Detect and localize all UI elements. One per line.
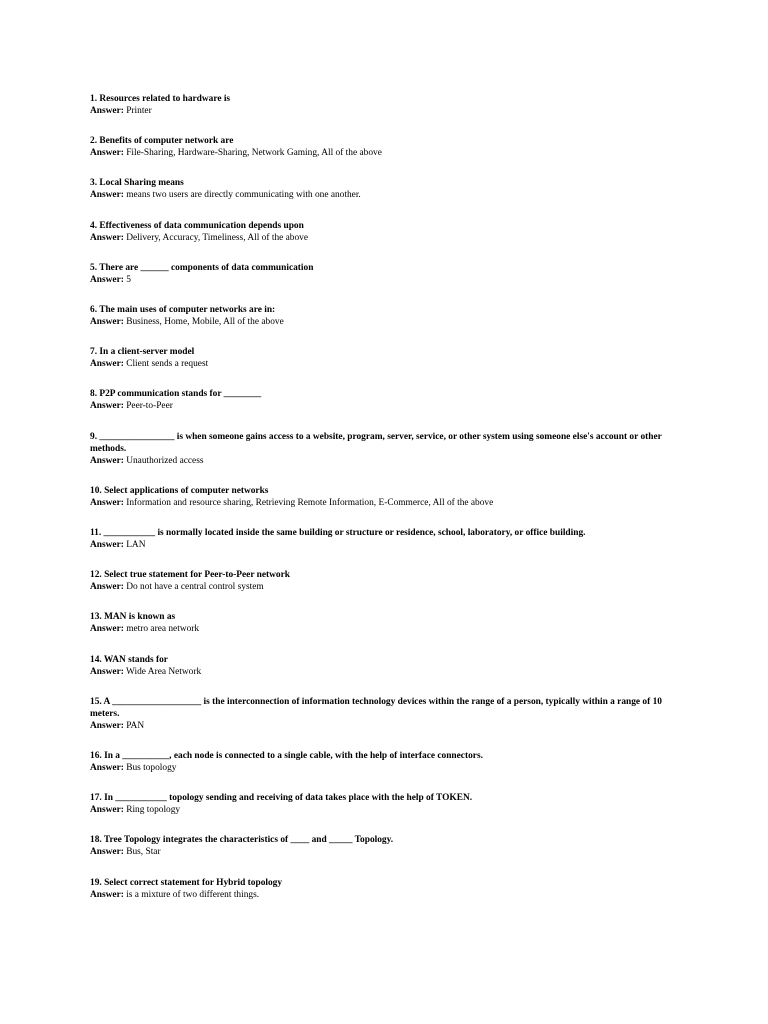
qa-item-6 (90, 304, 680, 328)
answer-line (90, 581, 680, 593)
answer-line (90, 358, 680, 370)
qa-item-12 (90, 569, 680, 593)
question-text: 1. Resources related to hardware is (90, 94, 231, 104)
answer-text: Printer (126, 106, 152, 117)
answer-label: Answer: (90, 359, 124, 370)
question-text: 13. MAN is known as (90, 612, 176, 623)
question-text: 6. The main uses of computer networks are in: (90, 304, 276, 315)
answer-label: Answer: (90, 763, 124, 774)
answer-label: Answer: (90, 317, 124, 328)
answer-label: Answer: (90, 232, 124, 243)
answer-line (90, 889, 680, 901)
question-text: 19. Select correct statement for Hybrid topology (90, 877, 283, 888)
answer-label: Answer: (90, 540, 124, 551)
answer-line (90, 497, 680, 509)
question-text: 12. Select true statement for Peer-to-Peer network (90, 570, 290, 581)
answer-line (90, 316, 680, 328)
answer-line (90, 666, 680, 678)
answer-text: Peer-to-Peer (126, 401, 173, 412)
question-text: 9. ________________ is when someone gains access to a website, program, server, service, or other system using someone else's account or other methods. (90, 431, 662, 454)
qa-item-11 (90, 527, 680, 551)
answer-text: Do not have a central control system (126, 582, 264, 593)
qa-item-8 (90, 388, 680, 412)
qa-item-7 (90, 346, 680, 370)
qa-item-15 (90, 696, 680, 732)
answer-text: Ring topology (126, 805, 181, 816)
answer-label: Answer: (90, 847, 124, 858)
qa-item-16 (90, 750, 680, 774)
answer-label: Answer: (90, 455, 124, 466)
question-text: 10. Select applications of computer networks (90, 485, 269, 496)
qa-list (90, 93, 680, 919)
question-text: 3. Local Sharing means (90, 178, 184, 189)
qa-item-2 (90, 135, 680, 159)
question-text: 18. Tree Topology integrates the characteristics of ____ and _____ Topology. (90, 835, 394, 846)
answer-line (90, 846, 680, 858)
answer-text: PAN (126, 720, 145, 731)
answer-text: 5 (126, 274, 131, 285)
answer-line (90, 232, 680, 244)
answer-label: Answer: (90, 190, 124, 201)
answer-text: Unauthorized access (126, 455, 204, 466)
answer-line (90, 539, 680, 551)
answer-label: Answer: (90, 274, 124, 285)
answer-text: File-Sharing, Hardware-Sharing, Network Gaming, All of the above (126, 148, 382, 159)
qa-item-4 (90, 220, 680, 244)
answer-line (90, 623, 680, 635)
answer-label: Answer: (90, 106, 124, 117)
question-text: 11. ___________ is normally located inside the same building or structure or residence, school, laboratory, or office building. (90, 527, 586, 538)
question-text: 5. There are ______ components of data communication (90, 262, 314, 273)
question-text: 2. Benefits of computer network are (90, 136, 234, 147)
qa-item-9 (90, 431, 680, 467)
answer-text: Information and resource sharing, Retrieving Remote Information, E-Commerce, All of the above (126, 497, 494, 508)
answer-text: Wide Area Network (126, 666, 202, 677)
qa-item-17 (90, 792, 680, 816)
answer-line (90, 720, 680, 732)
answer-text: Delivery, Accuracy, Timeliness, All of the above (126, 232, 309, 243)
answer-line (90, 804, 680, 816)
question-text: 8. P2P communication stands for ________ (90, 389, 262, 400)
answer-text: LAN (126, 540, 146, 551)
answer-line (90, 762, 680, 774)
answer-label: Answer: (90, 582, 124, 593)
answer-label: Answer: (90, 805, 124, 816)
qa-item-19 (90, 877, 680, 901)
qa-item-18 (90, 834, 680, 858)
answer-line (90, 189, 680, 201)
answer-line (90, 147, 680, 159)
qa-item-14 (90, 654, 680, 678)
answer-label: Answer: (90, 497, 124, 508)
qa-item-13 (90, 611, 680, 635)
answer-label: Answer: (90, 148, 124, 159)
answer-text: Client sends a request (126, 359, 209, 370)
answer-label: Answer: (90, 666, 124, 677)
question-text: 15. A ___________________ is the interconnection of information technology devices within the range of a person, typically within a range of 10 meters. (90, 696, 662, 719)
qa-item-3 (90, 177, 680, 201)
question-text: 7. In a client-server model (90, 347, 195, 358)
question-text: 4. Effectiveness of data communication depends upon (90, 220, 304, 231)
answer-text: Bus, Star (126, 847, 161, 858)
answer-label: Answer: (90, 624, 124, 635)
qa-item-10 (90, 485, 680, 509)
answer-line (90, 400, 680, 412)
answer-text: means two users are directly communicating with one another. (126, 190, 361, 201)
question-text: 14. WAN stands for (90, 654, 168, 665)
answer-label: Answer: (90, 889, 124, 900)
qa-item-5 (90, 262, 680, 286)
qa-item-1 (90, 93, 680, 117)
answer-text: Business, Home, Mobile, All of the above (126, 317, 284, 328)
answer-label: Answer: (90, 720, 124, 731)
answer-text: metro area network (126, 624, 200, 635)
answer-line (90, 105, 680, 117)
answer-text: is a mixture of two different things. (126, 889, 260, 900)
answer-text: Bus topology (126, 763, 177, 774)
answer-line (90, 455, 680, 467)
question-text: 17. In ___________ topology sending and receiving of data takes place with the help of TOKEN. (90, 793, 473, 804)
answer-line (90, 274, 680, 286)
answer-label: Answer: (90, 401, 124, 412)
question-text: 16. In a __________, each node is connected to a single cable, with the help of interface connectors. (90, 751, 483, 761)
